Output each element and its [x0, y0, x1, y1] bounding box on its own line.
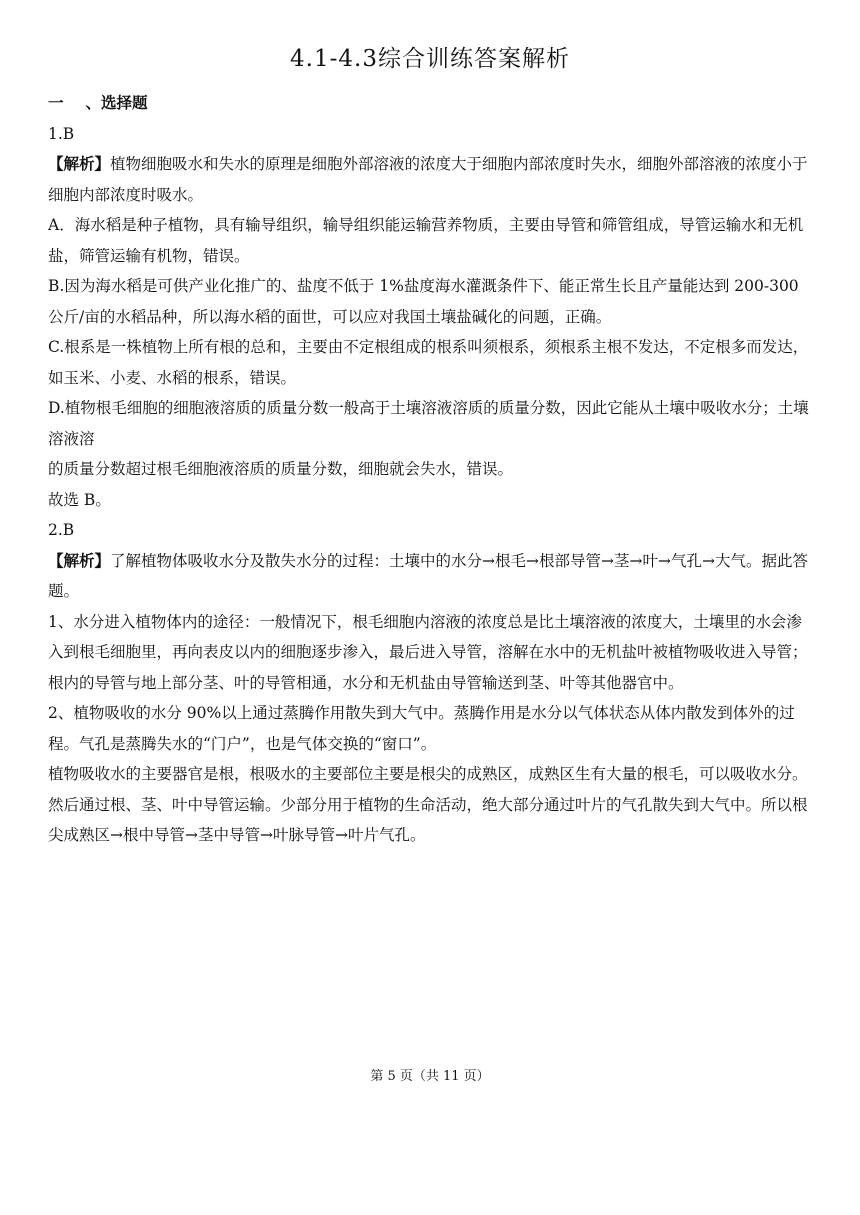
option-d-paragraph: D.植物根毛细胞的细胞液溶质的质量分数一般高于土壤溶液溶质的质量分数，因此它能从土壤中吸收水分；土壤溶液溶 — [48, 399, 809, 448]
explanation-label: 【解析】 — [48, 154, 111, 173]
explanation-paragraph: 【解析】了解植物体吸收水分及散失水分的过程：土壤中的水分→根毛→根部导管→茎→叶→气孔→大气。据此答题。 — [48, 550, 808, 600]
option-a-paragraph: A．海水稻是种子植物，具有输导组织，输导组织能运输营养物质，主要由导管和筛管组成，导管运输水和无机盐，筛管运输有机物，错误。 — [48, 216, 804, 265]
explanation-paragraph: 【解析】植物细胞吸水和失水的原理是细胞外部溶液的浓度大于细胞内部浓度时失水，细胞外部溶液的浓度小于细胞内部浓度时吸水。 — [48, 154, 808, 204]
conclusion-paragraph: 故选 B。 — [48, 490, 111, 509]
option-d-continuation: 的质量分数超过根毛细胞液溶质的质量分数，细胞就会失水，错误。 — [48, 460, 514, 478]
section-number: 一 — [48, 94, 64, 112]
page-footer: 第 5 页（共 11 页） — [370, 1069, 490, 1084]
summary-paragraph: 植物吸收水的主要器官是根，根吸水的主要部位主要是根尖的成熟区，成熟区生有大量的根毛，可以吸收水分。然后通过根、茎、叶中导管运输。少部分用于植物的生命活动，绝大部分通过叶片的气孔散失到大气中。所以根尖成熟区→根中导管→茎中导管→叶脉导管→叶片气孔。 — [48, 765, 808, 844]
section-label: 、选择题 — [85, 94, 148, 112]
page-title: 4.1-4.3综合训练答案解析 — [290, 46, 570, 72]
section-heading — [48, 88, 812, 119]
answer-number: 1.B — [48, 124, 75, 143]
option-c-paragraph: C.根系是一株植物上所有根的总和，主要由不定根组成的根系叫须根系，须根系主根不发达，不定根多而发达，如玉米、小麦、水稻的根系，错误。 — [48, 338, 809, 387]
answer-number: 2.B — [48, 521, 75, 539]
explanation-label: 【解析】 — [48, 550, 111, 570]
document-body — [48, 88, 812, 851]
option-b-paragraph: B.因为海水稻是可供产业化推广的、盐度不低于 1%盐度海水灌溉条件下、能正常生长且产量能达到 200-300 公斤/亩的水稻品种，所以海水稻的面世，可以应对我国土壤盐碱化的问题，正确。 — [48, 277, 799, 326]
point-1-paragraph: 1、水分进入植物体内的途径：一般情况下，根毛细胞内溶液的浓度总是比土壤溶液的浓度大，土壤里的水会渗入到根毛细胞里，再向表皮以内的细胞逐步渗入，最后进入导管，溶解在水中的无机盐叶被植物吸收进入导管；根内的导管与地上部分茎、叶的导管相通，水分和无机盐由导管输送到茎、叶等其他器官中。 — [48, 612, 808, 692]
point-2-paragraph: 2、植物吸收的水分 90%以上通过蒸腾作用散失到大气中。蒸腾作用是水分以气体状态从体内散发到体外的过程。气孔是蒸腾失水的“门户”，也是气体交换的“窗口”。 — [48, 704, 795, 753]
